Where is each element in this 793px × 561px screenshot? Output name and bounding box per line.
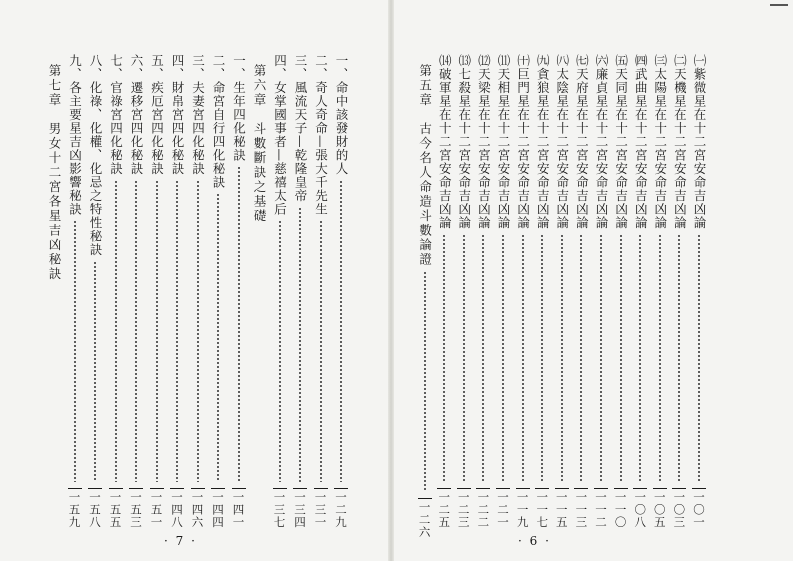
dot-leader (135, 180, 137, 482)
toc-page-ref: 一三四 (293, 490, 307, 528)
left-page-number: · 7 · (164, 534, 197, 548)
toc-page-ref: 一四四 (211, 490, 225, 528)
page-ref-rule (170, 488, 184, 489)
page-ref-rule (232, 488, 246, 489)
toc-page-ref: 一一七 (535, 490, 550, 528)
dot-leader (217, 193, 219, 482)
dot-leader (238, 166, 240, 482)
dot-leader (320, 220, 322, 482)
dot-leader (74, 220, 76, 482)
toc-entry-title: 七、官祿宮四化秘訣 (108, 54, 124, 176)
toc-entry-title: 九、各主要星吉凶影響秘訣 (67, 54, 83, 216)
page-ref-rule (555, 488, 569, 489)
page-ref-rule (653, 488, 667, 489)
scan-mark (770, 4, 788, 6)
toc-page-ref: 一五五 (108, 490, 123, 528)
toc-page-ref: 一五八 (88, 490, 102, 528)
page-ref-rule (496, 488, 510, 489)
toc-chapter-title: 第六章 斗數斷訣之基礎 (252, 64, 267, 224)
page-ref-rule (594, 488, 608, 489)
page-ref-rule (437, 488, 451, 489)
toc-entry-title: ㈦天府星在十二宮安命吉凶論 (574, 54, 590, 230)
toc-page-ref: 一二一 (496, 490, 510, 528)
right-page-number: · 6 · (518, 534, 551, 548)
dot-leader (678, 234, 680, 482)
toc-page-ref: 一五三 (129, 490, 143, 528)
dot-leader (197, 180, 199, 482)
page-ref-rule (516, 488, 530, 489)
toc-entry-column (168, 54, 186, 528)
toc-entry-title: ⒀七殺星在十二宮安命吉凶論 (456, 54, 472, 230)
toc-entry-title: 二、命宮自行四化秘訣 (211, 54, 226, 189)
toc-page-ref: 一一二 (594, 490, 608, 528)
toc-entry-column (553, 54, 571, 528)
dot-leader (176, 180, 178, 482)
toc-entry-column (533, 54, 551, 528)
toc-entry-title: 五、疾厄宮四化秘訣 (149, 54, 165, 176)
toc-entry-title: ㈥廉貞星在十二宮安命吉凶論 (594, 54, 609, 230)
dot-leader (639, 234, 641, 482)
right-page (400, 18, 780, 548)
page-ref-rule (191, 488, 205, 489)
dot-leader (463, 234, 465, 482)
toc-entry-column (651, 54, 669, 528)
toc-entry-column (631, 54, 649, 528)
toc-entry-column (455, 54, 473, 528)
toc-page-ref: 一二九 (334, 490, 348, 528)
toc-entry-title: ㈧太陰星在十二宮安命吉凶論 (554, 54, 570, 230)
toc-entry-column (66, 54, 84, 528)
toc-chapter-title: 第五章 古今名人命造斗數論證 (417, 64, 433, 267)
toc-entry-title: ㈤天同星在十二宮安命吉凶論 (613, 54, 629, 230)
toc-page-ref: 一五一 (149, 490, 164, 528)
toc-page-ref: 一〇一 (692, 490, 706, 528)
dot-leader (340, 180, 342, 482)
page-ref-rule (109, 488, 123, 489)
toc-entry-title: 一、命中該發財的人 (334, 54, 349, 176)
toc-entry-title: ⒁破軍星在十二宮安命吉凶論 (437, 54, 453, 230)
page-ref-rule (68, 488, 82, 489)
toc-page-ref: 一四八 (170, 490, 184, 528)
toc-entry-title: ㈣武曲星在十二宮安命吉凶論 (633, 54, 649, 230)
page-ref-rule (88, 488, 102, 489)
toc-entry-column (332, 54, 350, 528)
toc-entry-column (572, 54, 590, 528)
page-ref-rule (633, 488, 647, 489)
toc-entry-column (271, 54, 289, 528)
toc-entry-title: 四、女掌國事者—慈禧太后 (272, 54, 288, 216)
page-ref-rule (692, 488, 706, 489)
page-ref-rule (273, 488, 287, 489)
toc-page-ref: 一〇五 (652, 490, 667, 528)
page-ref-rule (150, 488, 164, 489)
toc-page-ref: 一三一 (313, 490, 328, 528)
toc-entry-title: ㈠紫微星在十二宮安命吉凶論 (692, 54, 707, 230)
toc-entry-title: 三、風流天子—乾隆皇帝 (293, 54, 308, 203)
toc-entry-column (494, 54, 512, 528)
toc-page-ref: 一〇三 (672, 490, 687, 528)
page-ref-rule (418, 498, 432, 499)
toc-chapter-column (250, 64, 268, 538)
left-page (14, 18, 380, 548)
toc-entry-column (189, 54, 207, 528)
toc-entry-title: ㈨貪狼星在十二宮安命吉凶論 (535, 54, 551, 230)
toc-page-ref: 一四六 (190, 490, 205, 528)
page-ref-rule (293, 488, 307, 489)
dot-leader (156, 180, 158, 482)
page-ref-rule (614, 488, 628, 489)
toc-page-ref: 一一九 (515, 490, 530, 528)
dot-leader (299, 207, 301, 482)
toc-entry-column (107, 54, 125, 528)
toc-page-ref: 一一〇 (613, 490, 628, 528)
toc-entry-title: ⑿天梁星在十二宮安命吉凶論 (476, 54, 492, 230)
dot-leader (541, 234, 543, 482)
toc-page-ref: 一五九 (67, 490, 82, 528)
page-ref-rule (535, 488, 549, 489)
page-ref-rule (129, 488, 143, 489)
toc-entry-column (474, 54, 492, 528)
dot-leader (115, 180, 117, 482)
toc-chapter-column (45, 64, 63, 538)
dot-leader (443, 234, 445, 482)
toc-entry-column (230, 54, 248, 528)
dot-leader (580, 234, 582, 482)
book-gutter (388, 0, 394, 561)
toc-entry-title: ㈢太陽星在十二宮安命吉凶論 (652, 54, 668, 230)
toc-page-ref: 一二三 (456, 490, 471, 528)
dot-leader (424, 271, 426, 492)
toc-entry-column (612, 54, 630, 528)
toc-entry-title: 三、夫妻宮四化秘訣 (190, 54, 206, 176)
dot-leader (482, 234, 484, 482)
toc-page-ref: 一二五 (437, 490, 452, 528)
page-ref-rule (314, 488, 328, 489)
toc-page-ref: 一三七 (272, 490, 287, 528)
toc-entry-title: ㈡天機星在十二宮安命吉凶論 (672, 54, 688, 230)
page-ref-rule (476, 488, 490, 489)
dot-leader (659, 234, 661, 482)
toc-entry-title: 二、奇人奇命—張大千先生 (313, 54, 329, 216)
page-ref-rule (672, 488, 686, 489)
page-ref-rule (211, 488, 225, 489)
toc-page-ref: 一四一 (231, 490, 246, 528)
toc-page-ref: 一一三 (574, 490, 589, 528)
toc-chapter-title: 第七章 男女十二宮各星吉凶秘訣 (47, 64, 62, 282)
toc-entry-column (86, 54, 104, 528)
toc-entry-title: 八、化祿、化權、化忌之特性秘訣 (88, 54, 103, 257)
toc-entry-column (514, 54, 532, 528)
toc-page-ref: 一〇八 (633, 490, 648, 528)
toc-entry-column (291, 54, 309, 528)
toc-entry-column (312, 54, 330, 528)
dot-leader (522, 234, 524, 482)
toc-page-ref: 一二六 (417, 500, 432, 538)
toc-entry-column (209, 54, 227, 528)
dot-leader (561, 234, 563, 482)
dot-leader (502, 234, 504, 482)
page-ref-rule (457, 488, 471, 489)
dot-leader (600, 234, 602, 482)
toc-page-ref: 一一五 (554, 490, 569, 528)
toc-entry-column (690, 54, 708, 528)
toc-entry-title: 六、遷移宮四化秘訣 (129, 54, 144, 176)
toc-entry-title: ⑾天相星在十二宮安命吉凶論 (496, 54, 511, 230)
page-ref-rule (574, 488, 588, 489)
toc-entry-column (435, 54, 453, 528)
dot-leader (698, 234, 700, 482)
toc-page-ref: 一二二 (476, 490, 491, 528)
toc-entry-title: ㈩巨門星在十二宮安命吉凶論 (515, 54, 531, 230)
toc-entry-column (670, 54, 688, 528)
toc-entry-column (127, 54, 145, 528)
toc-entry-column (592, 54, 610, 528)
dot-leader (94, 261, 96, 482)
toc-chapter-column (416, 64, 434, 538)
toc-entry-title: 一、生年四化秘訣 (231, 54, 247, 162)
dot-leader (620, 234, 622, 482)
toc-entry-title: 四、財帛宮四化秘訣 (170, 54, 185, 176)
dot-leader (279, 220, 281, 482)
page-ref-rule (334, 488, 348, 489)
toc-entry-column (148, 54, 166, 528)
